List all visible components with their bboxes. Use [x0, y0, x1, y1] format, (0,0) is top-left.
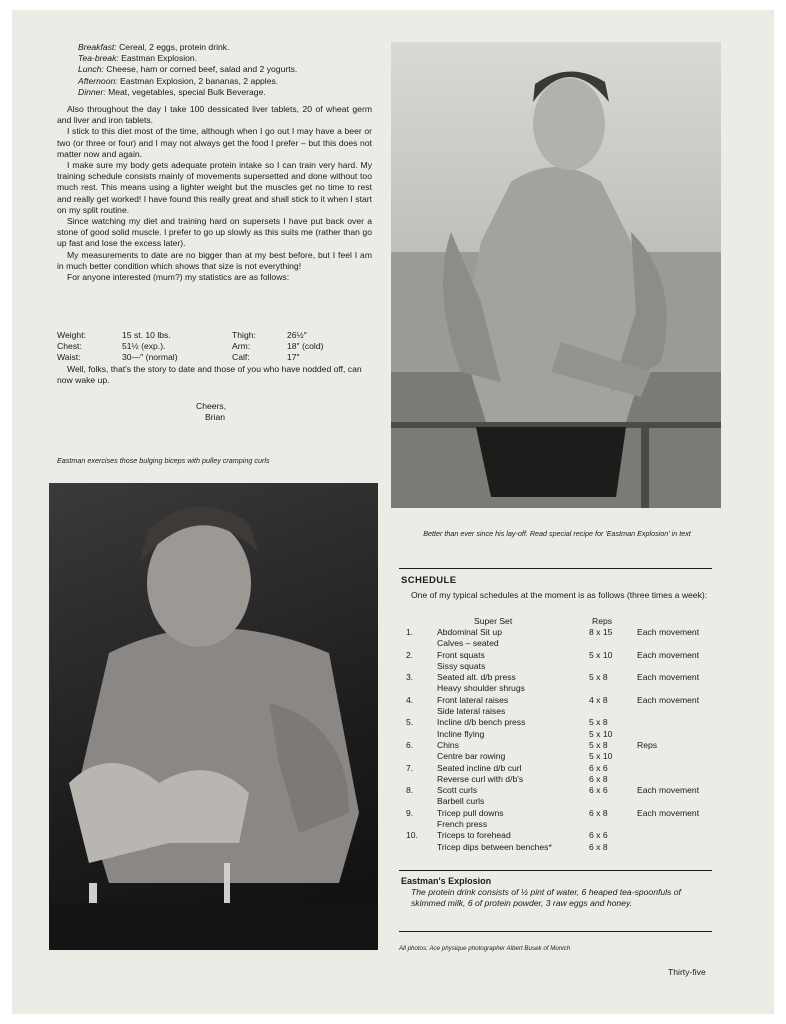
diet-meal-label: Afternoon:	[78, 75, 118, 86]
schedule-number: 2.	[406, 649, 414, 660]
caption-left: Eastman exercises those bulging biceps with pulley cramping curls	[57, 456, 270, 465]
stats-row	[57, 341, 372, 352]
diet-item	[78, 64, 378, 75]
schedule-note	[637, 796, 721, 807]
schedule-note	[637, 706, 721, 717]
stats-row	[57, 330, 372, 341]
paragraph: For anyone interested (mum?) my statistics are as follows:	[67, 272, 290, 283]
schedule-exercise: Abdominal Sit up	[437, 627, 502, 637]
schedule-number	[401, 796, 437, 807]
schedule-number	[401, 661, 437, 672]
schedule-exercise: Tricep dips between benches*	[437, 841, 552, 852]
stat-value: 51½ (exp.).	[122, 341, 166, 351]
schedule-number: 3.	[406, 672, 414, 683]
schedule-row	[401, 842, 721, 853]
signoff	[196, 401, 226, 423]
diet-item	[78, 87, 378, 98]
schedule-exercise: Tricep pull downs	[437, 807, 504, 818]
signoff-name: Brian	[205, 412, 226, 422]
schedule-number: 4.	[406, 694, 414, 705]
schedule-row	[401, 796, 721, 807]
schedule-exercise: Seated alt. d/b press	[437, 672, 516, 683]
schedule-reps: 5 x 10	[589, 728, 613, 739]
schedule-number	[401, 751, 437, 762]
schedule-number: 10.	[406, 830, 418, 841]
stat-value: 26½″	[287, 330, 307, 340]
schedule-reps	[589, 796, 637, 807]
schedule-row	[401, 729, 721, 740]
schedule-reps: 4 x 8	[589, 694, 608, 705]
schedule-row	[401, 830, 721, 841]
schedule-row	[401, 808, 721, 819]
schedule-exercise: Seated incline d/b curl	[437, 762, 522, 773]
schedule-reps: 6 x 6	[589, 762, 608, 773]
paragraph: I stick to this diet most of the time, although when I go out I may have a beer or two (or three or four) and I may not always get the food I prefer – but this does not matter now and again.	[57, 126, 372, 159]
diet-meal-label: Dinner:	[78, 86, 106, 97]
paragraph: Also throughout the day I take 100 dessicated liver tablets, 20 of wheat germ and liver and iron tablets.	[57, 104, 372, 126]
diet-meal-text: Eastman Explosion.	[118, 53, 198, 64]
schedule-note	[637, 683, 721, 694]
schedule-number: 7.	[406, 762, 414, 773]
schedule-note	[637, 729, 721, 740]
schedule-note	[637, 830, 721, 841]
schedule-row	[401, 819, 721, 830]
schedule-reps: 6 x 6	[589, 785, 608, 796]
schedule-number: 6.	[406, 739, 414, 750]
stat-label: Weight:	[57, 330, 86, 340]
schedule-exercise: Scott curls	[437, 785, 478, 796]
signoff-greeting: Cheers,	[196, 401, 227, 411]
schedule-row	[401, 706, 721, 717]
schedule-exercise: Incline d/b bench press	[437, 717, 526, 728]
paragraph: My measurements to date are no bigger than at my best before, but I feel I am in much better condition which shows that size is not everything!	[57, 249, 372, 271]
schedule-row	[401, 717, 721, 728]
schedule-note: Each movement	[637, 672, 700, 683]
schedule-exercise: Sissy squats	[437, 660, 486, 671]
diet-meal-label: Lunch:	[78, 64, 104, 75]
schedule-number: 1.	[406, 627, 414, 637]
stats-row	[57, 352, 372, 363]
diet-item	[78, 42, 378, 53]
stat-value: 30—″ (normal)	[122, 352, 178, 362]
paragraph: I make sure my body gets adequate protein intake so I can train very hard. My training schedule consists mainly of movements supersetted and done without too much rest. This means using a lighter weight but the muscles get no time to rest and really get worked! I have found this really great and shall stick to it when I start on my split routine.	[57, 160, 372, 215]
schedule-number	[401, 729, 437, 740]
page-number: Thirty-five	[668, 967, 706, 977]
caption-right: Better than ever since his lay-off. Read special recipe for 'Eastman Explosion' in text	[423, 529, 691, 538]
schedule-number	[401, 774, 437, 785]
schedule-number	[401, 706, 437, 717]
schedule-row	[401, 672, 721, 683]
schedule-note: Each movement	[637, 649, 700, 660]
schedule-note: Reps	[637, 739, 658, 750]
schedule-row	[401, 763, 721, 774]
diet-meal-text: Cereal, 2 eggs, protein drink.	[116, 42, 230, 52]
schedule-note	[637, 842, 721, 853]
stat-value: 17″	[287, 352, 300, 362]
diet-meal-label: Tea-break:	[78, 53, 119, 64]
schedule-number	[401, 819, 437, 830]
explosion-title: Eastman's Explosion	[401, 876, 492, 886]
schedule-number: 8.	[406, 785, 414, 796]
schedule-note	[637, 763, 721, 774]
schedule-intro: One of my typical schedules at the moment is as follows (three times a week):	[411, 590, 708, 600]
schedule-note	[637, 774, 721, 785]
schedule-note: Each movement	[637, 694, 700, 705]
schedule-reps: 5 x 8	[589, 739, 608, 750]
schedule-note	[637, 819, 721, 830]
paragraph: Well, folks, that's the story to date and those of you who have nodded off, can now wake up.	[57, 364, 362, 386]
schedule-reps	[589, 683, 637, 694]
schedule-note	[637, 751, 721, 762]
photo-credits: All photos: Ace physique photographer Albert Busek of Munich	[399, 945, 571, 952]
schedule-number: 9.	[406, 807, 414, 818]
stat-label: Chest:	[57, 341, 82, 351]
diet-item	[78, 53, 378, 64]
schedule-exercise: Centre bar rowing	[437, 751, 506, 762]
schedule-row	[401, 785, 721, 796]
schedule-reps: 5 x 8	[589, 717, 608, 728]
schedule-exercise: Incline flying	[437, 728, 485, 739]
schedule-reps: 8 x 15	[589, 627, 613, 637]
schedule-table	[401, 627, 721, 853]
photo-bodybuilder-pose	[391, 42, 721, 508]
schedule-note: Each movement	[637, 807, 700, 818]
diet-meal-label: Breakfast:	[78, 42, 117, 52]
schedule-exercise: Side lateral raises	[437, 706, 506, 717]
schedule-row	[401, 683, 721, 694]
schedule-reps: 6 x 8	[589, 807, 608, 818]
schedule-exercise: Triceps to forehead	[437, 830, 511, 841]
schedule-reps: 5 x 10	[589, 649, 613, 660]
schedule-reps	[589, 819, 637, 830]
schedule-row	[401, 627, 721, 638]
schedule-exercise: Chins	[437, 739, 459, 750]
stat-label: Arm:	[232, 341, 251, 351]
stat-label: Waist:	[57, 352, 81, 362]
diet-item	[78, 76, 378, 87]
schedule-exercise: Calves – seated	[437, 638, 499, 649]
stat-value: 15 st. 10 lbs.	[122, 330, 171, 340]
schedule-reps: 5 x 8	[589, 672, 608, 683]
schedule-row	[401, 650, 721, 661]
photo-bodybuilder-curls	[49, 483, 378, 950]
stat-value: 18″ (cold)	[287, 341, 324, 351]
stat-label: Thigh:	[232, 330, 256, 340]
schedule-exercise: Reverse curl with d/b's	[437, 773, 524, 784]
schedule-row	[401, 638, 721, 649]
paragraph: Since watching my diet and training hard on supersets I have put back over a stone of good solid muscle. I prefer to go up slowly as this suits me (rather than go up fast and lose the excess later).	[57, 216, 372, 249]
diet-meal-text: Meat, vegetables, special Bulk Beverage.	[105, 86, 266, 97]
schedule-note: Each movement	[637, 785, 700, 796]
closing-paragraph	[57, 364, 372, 386]
schedule-title: SCHEDULE	[401, 575, 457, 586]
statistics-table	[57, 330, 372, 363]
schedule-note	[637, 638, 721, 649]
schedule-reps	[589, 661, 637, 672]
schedule-row	[401, 695, 721, 706]
schedule-row	[401, 751, 721, 762]
stat-label: Calf:	[232, 352, 250, 362]
schedule-row	[401, 661, 721, 672]
schedule-row	[401, 740, 721, 751]
schedule-exercise: Front squats	[437, 649, 485, 660]
schedule-col-reps: Reps	[592, 616, 613, 626]
diet-meal-text: Eastman Explosion, 2 bananas, 2 apples.	[117, 75, 279, 86]
schedule-number: 5.	[406, 717, 414, 728]
schedule-reps: 5 x 10	[589, 751, 613, 762]
diet-list	[78, 42, 378, 98]
divider	[399, 870, 712, 871]
diet-meal-text: Cheese, ham or corned beef, salad and 2 yogurts.	[103, 64, 298, 75]
schedule-exercise: Barbell curls	[437, 796, 485, 807]
explosion-text: The protein drink consists of ½ pint of water, 6 heaped tea-spoonfuls of skimmed milk, 6 of protein powder, 3 raw eggs and honey.	[411, 887, 681, 908]
schedule-exercise: Heavy shoulder shrugs	[437, 683, 525, 694]
schedule-number	[401, 683, 437, 694]
schedule-note	[637, 661, 721, 672]
schedule-reps: 6 x 6	[589, 830, 608, 841]
schedule-exercise: French press	[437, 819, 488, 830]
schedule-reps: 6 x 8	[589, 773, 608, 784]
schedule-reps	[589, 638, 637, 649]
schedule-note: Each movement	[637, 627, 700, 637]
schedule-row	[401, 774, 721, 785]
schedule-number	[401, 842, 437, 853]
schedule-reps	[589, 706, 637, 717]
schedule-col-superset: Super Set	[474, 616, 513, 626]
schedule-exercise: Front lateral raises	[437, 694, 509, 705]
article-body	[57, 104, 372, 283]
schedule-reps: 6 x 8	[589, 841, 608, 852]
divider	[399, 931, 712, 932]
divider	[399, 568, 712, 569]
schedule-number	[401, 638, 437, 649]
schedule-note	[637, 717, 721, 728]
